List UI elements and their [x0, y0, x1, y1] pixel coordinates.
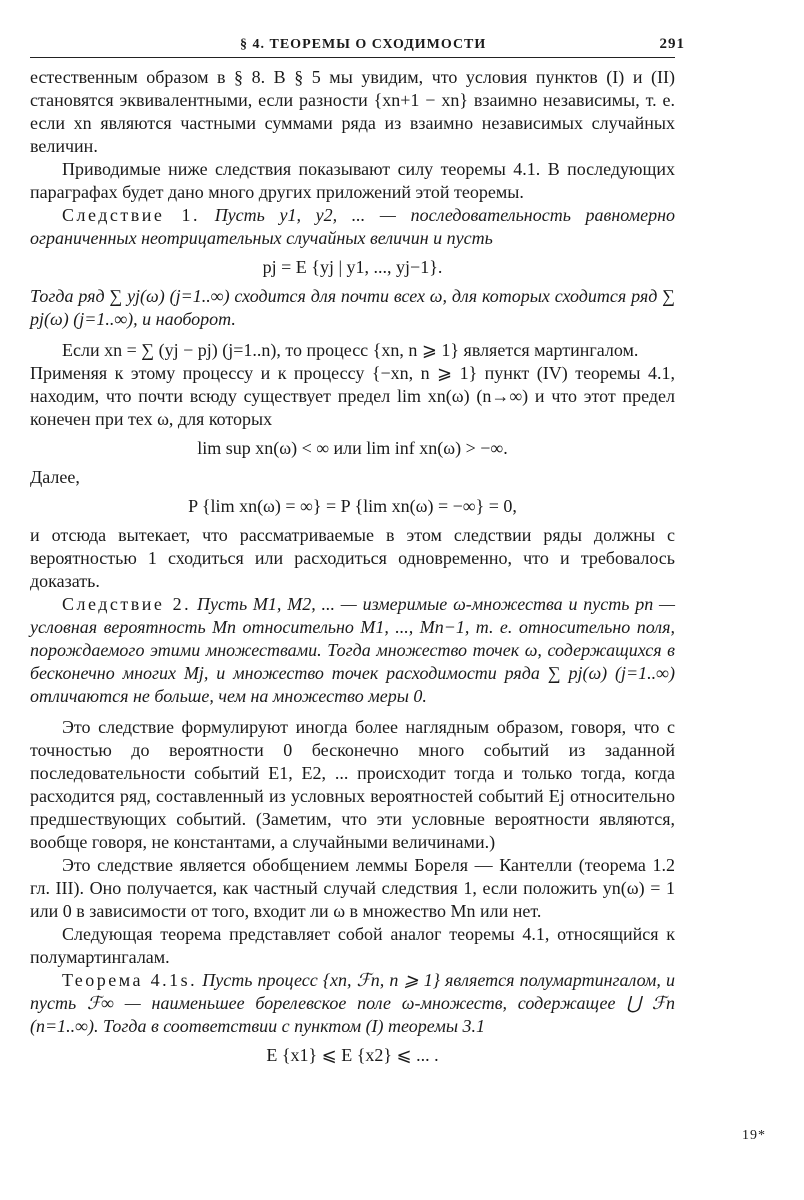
further-label: Далее,: [30, 467, 80, 487]
corollary-1-text: Пусть y1, y2, ... — последовательность равномерно ограниченных неотрицательных случайных величин и пусть: [30, 205, 676, 248]
corollary-2-remark: Это следствие формулируют иногда более наглядным образом, говоря, что с точностью до вероятности 0 бесконечно много событий из заданной последовательности событий E1, E2, ... происходит тогда и только тогда, когда расходится ряд, составленный из условных вероятностей событий Ej относительно предшествующих событий. (Заметим, что эти условные вероятности являются, вообще говоря, не константами, а случайными величинами.): [30, 717, 675, 852]
corollary-2-text: Пусть M1, M2, ... — измеримые ω-множества и пусть pn — условная вероятность Mn относительно M1, ..., Mn−1, т. е. относительно поля, порождаемого этими множествами. Тогда множество точек ω, содержащихся в бесконечно многих Mj, и множество точек расходимости ряда ∑ pj(ω) (j=1..∞) отличаются не больше, чем на множество меры 0.: [30, 594, 676, 706]
running-header: [30, 36, 685, 58]
borel-cantelli-remark: Это следствие является обобщением леммы Бореля — Кантелли (теорема 1.2 гл. III). Оно получается, как частный случай следствия 1, если положить yn(ω) = 1 или 0 в зависимости от того, входит ли ω в множество Mn или нет.: [30, 855, 675, 921]
proof-limit: Применяя к этому процессу и к процессу {−xn, n ⩾ 1} пункт (IV) теоремы 4.1, находим, что почти всюду существует предел lim xn(ω) (n→∞) и что этот предел конечен при тех ω, для которых: [30, 363, 675, 429]
proof-conclusion: и отсюда вытекает, что рассматриваемые в этом следствии ряды должны с вероятностью 1 сходиться или расходиться одновременно, что и требовалось доказать.: [30, 525, 675, 591]
theorem-label: Теорема 4.1s.: [62, 970, 198, 990]
formula-expectations: E {x1} ⩽ E {x2} ⩽ ... .: [266, 1045, 439, 1065]
formula-limsup: lim sup xn(ω) < ∞ или lim inf xn(ω) > −∞.: [197, 438, 508, 458]
corollary-2-label: Следствие 2.: [62, 594, 192, 614]
corollary-1-head: [30, 204, 675, 250]
page-number: 291: [659, 36, 685, 52]
signature-mark: 19*: [742, 1128, 766, 1143]
corollary-1-label: Следствие 1.: [62, 205, 201, 225]
proof-martingale: Если xn = ∑ (yj − pj) (j=1..n), то процесс {xn, n ⩾ 1} является мартингалом.: [62, 340, 639, 360]
header-title: § 4. ТЕОРЕМЫ О СХОДИМОСТИ: [240, 37, 487, 52]
theorem-text: Пусть процесс {xn, ℱn, n ⩾ 1} является полумартингалом, и пусть ℱ∞ — наименьшее борелевское поле ω-множеств, содержащее ⋃ ℱn (n=1..∞). Тогда в соответствии с пунктом (I) теоремы 3.1: [30, 970, 675, 1036]
corollary-1-statement: Тогда ряд ∑ yj(ω) (j=1..∞) сходится для почти всех ω, для которых сходится ряд ∑ pj(ω) (j=1..∞), и наоборот.: [30, 286, 675, 329]
paragraph-intro-corollaries: Приводимые ниже следствия показывают силу теоремы 4.1. В последующих параграфах будет дано много других приложений этой теоремы.: [30, 159, 675, 202]
formula-probability: P {lim xn(ω) = ∞} = P {lim xn(ω) = −∞} = 0,: [188, 496, 517, 516]
theorem-statement: [30, 969, 675, 1038]
corollary-2: [30, 593, 675, 708]
theorem-intro: Следующая теорема представляет собой аналог теоремы 4.1, относящийся к полумартингалам.: [30, 924, 675, 967]
page: [30, 36, 685, 1073]
formula-pj: pj = E {yj | y1, ..., yj−1}.: [262, 257, 443, 277]
paragraph-continuation: естественным образом в § 8. В § 5 мы увидим, что условия пунктов (I) и (II) становятся эквивалентными, если разности {xn+1 − xn} взаимно независимы, т. е. если xn являются частными суммами ряда из взаимно независимых случайных величин.: [30, 67, 675, 156]
